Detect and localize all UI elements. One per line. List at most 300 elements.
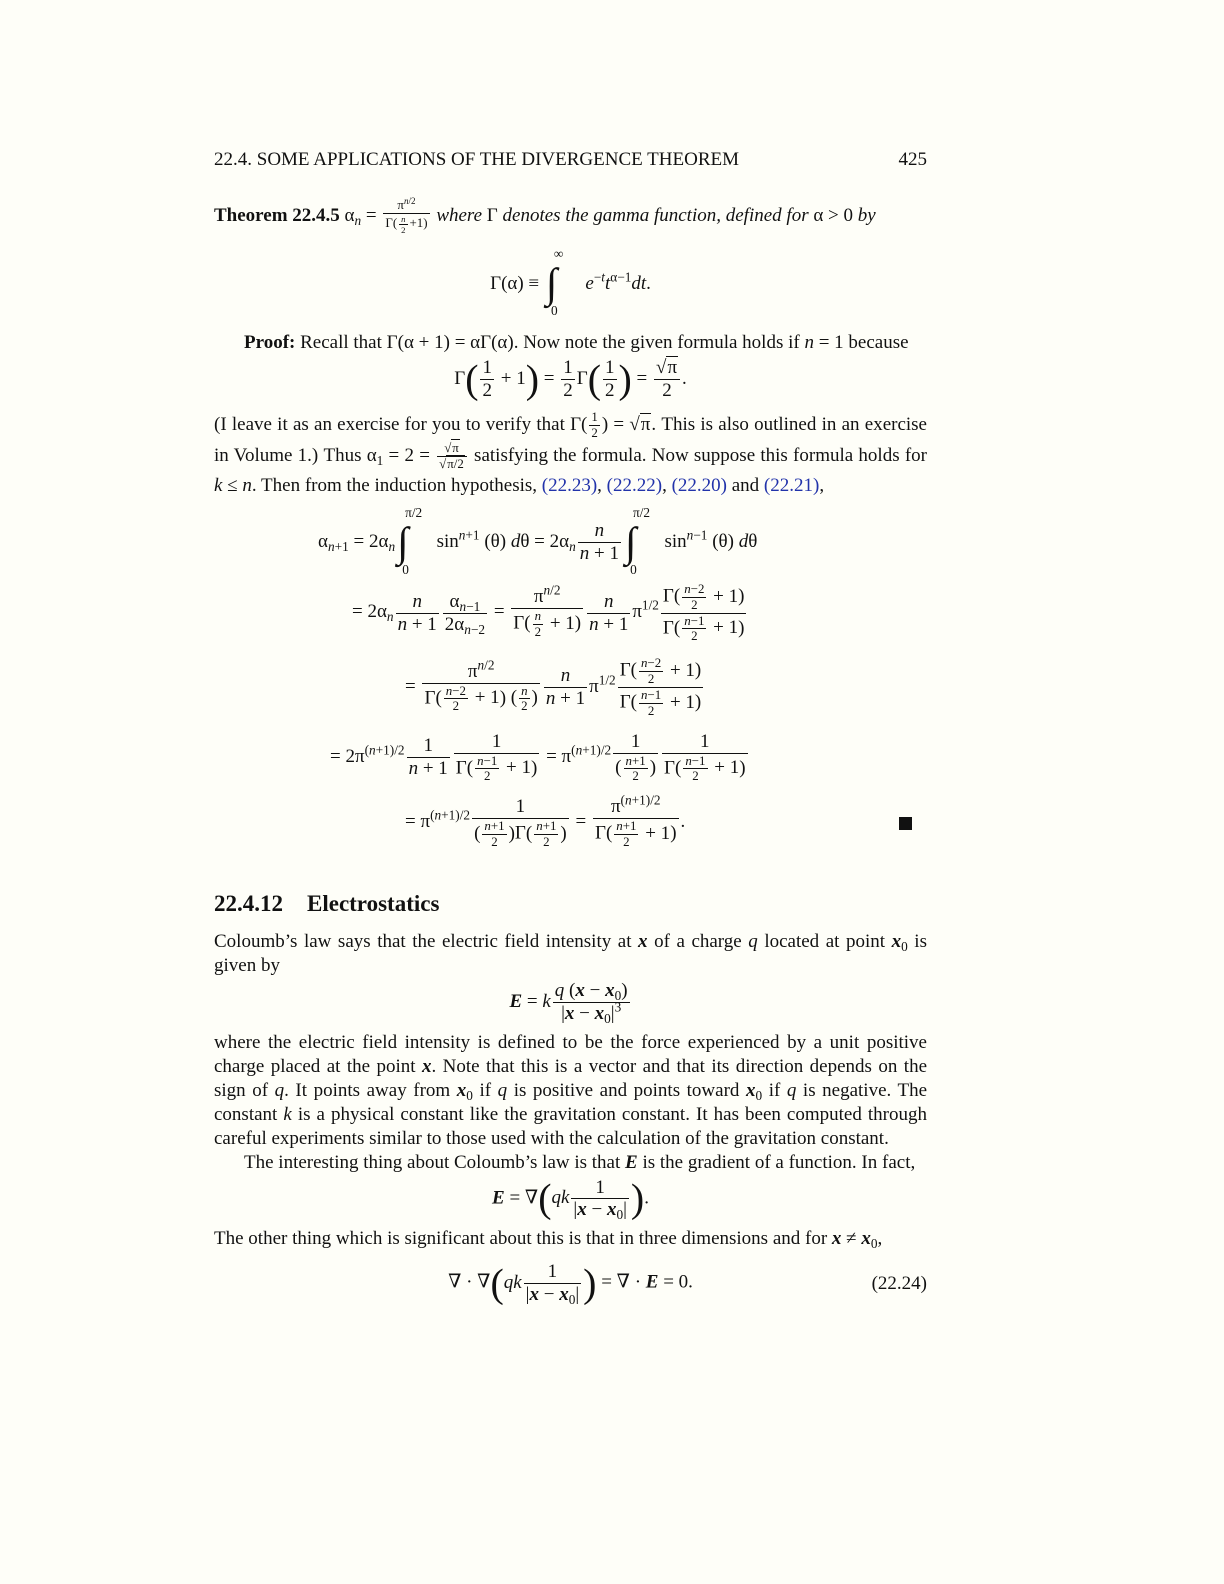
fraction — [618, 656, 704, 718]
parenthesized — [675, 752, 746, 784]
math-text: 0 — [616, 1207, 624, 1223]
math-text: + 1 — [407, 613, 437, 635]
math-text: (I leave it as an exercise for you to verify that Γ( — [214, 413, 588, 435]
parenthesized — [630, 686, 702, 718]
math-text: . — [646, 272, 651, 294]
denominator — [593, 819, 679, 850]
math-group — [446, 683, 466, 698]
math-text: 0 — [551, 303, 558, 319]
math-text: +1)/2 — [631, 792, 661, 808]
denominator — [437, 457, 467, 472]
fraction — [533, 609, 543, 640]
math-text: , — [597, 474, 607, 496]
vector-symbol: x — [456, 1079, 467, 1101]
math-variable: n — [386, 609, 394, 625]
coulomb-paragraph — [214, 930, 927, 978]
math-text: = 2α — [348, 531, 389, 553]
radicand — [666, 356, 678, 378]
math-group — [619, 655, 702, 687]
math-text: = π — [405, 811, 431, 833]
numerator — [654, 357, 680, 380]
equation-reference-link[interactable]: (22.23) — [541, 474, 598, 496]
math-text: +1)/2 — [441, 808, 471, 824]
math-text: 2 — [483, 768, 491, 784]
upper-limit — [405, 506, 422, 519]
denominator — [682, 598, 706, 613]
page-number: 425 — [898, 149, 927, 170]
math-text: 1 — [605, 357, 615, 379]
math-group — [490, 246, 651, 319]
superscript — [621, 793, 661, 808]
radicand — [640, 413, 652, 435]
math-group — [318, 504, 758, 577]
math-text: 2 — [647, 671, 655, 687]
numerator — [511, 582, 583, 609]
proof-paragraph — [214, 331, 927, 355]
math-text: − — [593, 269, 602, 285]
math-text: Γ(α) ≡ — [490, 272, 544, 294]
parenthesized — [673, 612, 745, 644]
parenthesized — [525, 818, 567, 849]
denominator — [683, 769, 707, 784]
math-text: = 2 = — [383, 444, 436, 466]
math-text: π — [667, 357, 678, 379]
math-text: satisfying the formula. Now suppose this formula holds for — [468, 444, 927, 466]
math-text: ) — [621, 979, 628, 1001]
denominator — [475, 769, 499, 784]
math-group — [509, 979, 631, 1026]
math-text: Γ — [664, 757, 675, 779]
denominator — [444, 699, 468, 714]
left-paren: ( — [465, 356, 479, 402]
radical-sign-icon: √ — [629, 413, 640, 435]
numerator — [683, 754, 707, 770]
math-text: π — [632, 601, 642, 623]
other-paragraph — [214, 1227, 927, 1251]
math-group — [474, 818, 567, 849]
fraction — [407, 735, 450, 780]
math-group — [610, 792, 661, 818]
math-variable: n — [434, 808, 442, 824]
math-group — [594, 269, 605, 284]
right-paren: ) — [694, 691, 702, 713]
math-text: | — [575, 1284, 580, 1306]
parenthesized — [673, 580, 745, 612]
math-text: is negative. The constant — [214, 1079, 928, 1125]
numerator — [482, 819, 506, 835]
fraction — [475, 754, 499, 785]
math-variable: n — [445, 682, 453, 698]
math-text: π/2 — [405, 504, 423, 520]
math-group — [430, 808, 470, 823]
math-text: θ — [748, 531, 758, 553]
left-paren: ( — [466, 757, 474, 779]
math-text: ( — [364, 742, 369, 758]
derivation-final-row — [214, 790, 927, 856]
math-group — [445, 614, 485, 635]
math-text: 2 — [662, 380, 672, 402]
math-text: +1)/2 — [375, 742, 405, 758]
math-text: Γ( — [385, 215, 398, 231]
math-text: −1 — [691, 752, 706, 768]
equation-number: (22.24) — [871, 1272, 927, 1294]
parenthesized — [490, 1260, 597, 1308]
section-heading — [214, 890, 927, 918]
denominator — [603, 380, 617, 402]
math-text: = — [405, 675, 421, 697]
math-text: π — [397, 197, 404, 212]
math-text: 0 — [870, 1236, 878, 1252]
math-group — [531, 608, 575, 639]
math-text: −2 — [647, 655, 662, 671]
square-root — [629, 413, 651, 435]
denominator — [443, 614, 487, 636]
math-text: ( — [564, 979, 576, 1001]
italic-text: where — [436, 204, 487, 226]
right-paren: ) — [694, 659, 702, 681]
math-group — [454, 356, 687, 402]
fraction — [422, 657, 539, 715]
math-variable: n — [327, 539, 335, 555]
parenthesized — [538, 1175, 645, 1223]
right-paren: ) — [738, 617, 745, 639]
math-text: + 1 — [665, 659, 695, 681]
math-variable: n — [242, 474, 252, 496]
numerator — [639, 656, 663, 672]
math-group — [551, 1176, 630, 1223]
math-variable: q — [554, 979, 565, 1001]
math-group — [473, 752, 532, 784]
denominator — [533, 625, 543, 640]
equation-reference-link[interactable]: (22.22) — [606, 474, 663, 496]
left-paren: ( — [605, 822, 613, 844]
math-text: (θ) — [707, 531, 739, 553]
fraction — [654, 357, 680, 402]
math-group — [533, 582, 561, 608]
math-text: π — [452, 439, 459, 455]
left-paren: ( — [673, 617, 681, 639]
fraction — [613, 731, 658, 785]
left-paren: ( — [525, 822, 533, 844]
fraction — [437, 441, 467, 472]
math-text: . — [682, 368, 687, 390]
math-variable: n — [545, 687, 556, 709]
numerator — [571, 1177, 629, 1200]
math-text: +1 — [631, 752, 646, 768]
vector-symbol: x — [861, 1228, 871, 1250]
numerator — [422, 657, 539, 684]
derivation-line-2 — [214, 576, 927, 650]
math-variable: n — [459, 598, 467, 614]
fraction — [454, 731, 540, 785]
right-paren: ) — [738, 585, 745, 607]
math-group — [477, 753, 497, 768]
math-text: | — [525, 1284, 530, 1306]
left-paren: ( — [630, 691, 637, 713]
left-paren: ( — [435, 687, 442, 709]
math-text: . — [680, 811, 686, 833]
denominator — [618, 688, 704, 719]
math-text: + 1 — [665, 691, 695, 713]
math-group — [641, 687, 661, 702]
right-paren: ) — [531, 687, 538, 709]
vector-symbol: x — [891, 930, 902, 952]
denominator — [587, 614, 630, 636]
superscript — [594, 269, 605, 284]
page-column — [214, 148, 927, 1306]
gamma-half-equation — [214, 357, 927, 402]
math-text: | — [573, 1199, 578, 1221]
math-text: 1 — [700, 730, 710, 752]
denominator — [399, 225, 407, 235]
math-group — [405, 655, 705, 718]
math-group — [244, 1152, 915, 1173]
numerator — [544, 665, 587, 688]
left-paren: ( — [490, 1260, 504, 1306]
integral-sign-icon: ∫ — [624, 519, 637, 566]
math-group — [503, 1261, 583, 1308]
math-text: π/2 — [633, 504, 651, 520]
right-paren: ) — [630, 1175, 645, 1221]
denominator — [682, 629, 706, 644]
fraction — [511, 582, 583, 640]
math-text: θ = 2α — [520, 531, 570, 553]
numerator — [661, 582, 747, 614]
math-text: Γ — [513, 612, 525, 634]
math-group — [687, 528, 708, 543]
math-variable: d — [738, 531, 749, 553]
math-text: 2 — [452, 698, 460, 714]
denominator — [519, 699, 529, 714]
math-text: Γ — [454, 368, 466, 390]
math-text: 2 — [543, 833, 550, 849]
math-text: 3 — [614, 999, 622, 1015]
math-group — [214, 196, 876, 235]
numerator — [524, 1261, 582, 1284]
math-text: = 1 because — [813, 332, 909, 354]
equation-reference-link[interactable]: (22.21) — [763, 474, 820, 496]
math-text: 1 — [547, 1261, 558, 1283]
math-text: = — [361, 204, 382, 226]
math-text: −2 — [470, 621, 486, 637]
parenthesized — [435, 682, 507, 714]
subscript — [387, 609, 394, 624]
math-variable: q — [748, 930, 758, 952]
math-text: sin — [436, 531, 459, 553]
vector-symbol: x — [606, 1199, 617, 1221]
math-text: . It points away from — [284, 1079, 457, 1101]
right-paren: ) — [574, 612, 582, 634]
superscript — [599, 673, 616, 688]
numerator — [682, 582, 706, 598]
math-text: ( — [571, 742, 576, 758]
math-text: + 1 — [495, 368, 526, 390]
superscript — [687, 528, 708, 543]
math-text: ≤ — [222, 474, 243, 496]
math-variable: n — [685, 752, 692, 768]
parenthesized — [605, 818, 677, 849]
math-variable: n — [369, 742, 376, 758]
math-variable: n — [603, 590, 614, 612]
math-text: + 1 — [589, 543, 619, 565]
fraction — [661, 582, 747, 644]
math-text: Γ — [594, 822, 606, 844]
math-variable: n — [594, 520, 605, 542]
math-group — [681, 752, 740, 784]
radical-sign-icon: √ — [444, 439, 452, 455]
math-variable: k — [542, 990, 551, 1012]
math-text: located at point — [757, 930, 892, 952]
math-text: if — [762, 1079, 787, 1101]
math-text: is given by — [214, 930, 927, 976]
math-variable: e — [585, 272, 594, 294]
math-text: + 1 — [501, 757, 532, 779]
denominator — [544, 688, 587, 710]
math-group — [662, 580, 745, 612]
theorem-statement — [214, 198, 927, 235]
subscript — [464, 622, 485, 637]
right-paren: ) — [560, 822, 567, 844]
denominator — [662, 754, 748, 785]
math-variable: dt — [631, 272, 647, 294]
vector-symbol: E — [492, 1187, 505, 1209]
integral — [397, 504, 423, 577]
denominator — [614, 835, 638, 850]
math-text: Γ — [619, 659, 631, 681]
math-text: π/2 — [447, 455, 464, 471]
fraction — [624, 754, 648, 785]
math-text: . Then from the induction hypothesis, — [251, 474, 542, 496]
math-group — [561, 999, 622, 1026]
right-paren: ) — [649, 757, 657, 779]
math-variable: n — [560, 665, 571, 687]
denominator — [396, 614, 439, 636]
right-paren: ) — [499, 687, 507, 709]
math-text: π — [467, 660, 478, 682]
superscript — [571, 743, 611, 758]
math-text: π — [640, 413, 651, 435]
denominator — [561, 380, 575, 402]
math-text: 1 — [630, 730, 641, 752]
denominator — [480, 380, 494, 402]
fraction — [482, 819, 506, 850]
math-text: , — [819, 474, 825, 496]
lower-limit — [551, 304, 558, 317]
superscript — [459, 528, 480, 543]
italic-text: by — [857, 204, 876, 226]
math-text: Γ — [662, 585, 674, 607]
integral — [624, 504, 651, 577]
fraction — [682, 582, 706, 613]
math-variable: n — [458, 527, 466, 543]
math-group — [594, 818, 677, 849]
math-text: 1 — [482, 357, 492, 379]
fraction — [589, 410, 599, 441]
vector-symbol: x — [529, 1284, 539, 1306]
numerator — [639, 688, 663, 704]
math-text: | — [623, 1199, 627, 1221]
numerator — [662, 731, 748, 754]
numerator — [519, 684, 529, 700]
math-text: and — [726, 474, 764, 496]
math-text: is positive and points toward — [507, 1079, 746, 1101]
fraction — [383, 198, 429, 235]
fraction — [519, 684, 529, 715]
numerator — [444, 684, 468, 700]
numerator — [578, 520, 621, 543]
math-group — [424, 682, 538, 714]
math-group — [409, 758, 448, 779]
math-text: 0 — [901, 938, 908, 954]
math-group — [626, 753, 646, 768]
math-text: 2 — [591, 424, 598, 440]
numerator — [454, 731, 540, 754]
math-text: +1 — [622, 818, 637, 834]
lower-limit — [630, 563, 637, 576]
math-text: sin — [664, 531, 687, 553]
math-group — [464, 622, 485, 637]
math-group — [405, 792, 686, 849]
math-text: = — [539, 368, 560, 390]
math-group — [621, 793, 661, 808]
math-text: α > 0 — [813, 204, 858, 226]
superscript — [430, 808, 470, 823]
gradient-paragraph — [214, 1151, 927, 1175]
math-text: + 1 — [708, 617, 739, 639]
math-text: = π — [541, 745, 572, 767]
math-text: ≠ — [841, 1228, 862, 1250]
numerator — [593, 792, 679, 819]
math-group — [513, 608, 582, 639]
math-group — [214, 1032, 927, 1149]
math-text: + 1 — [469, 687, 500, 709]
math-variable: d — [510, 531, 521, 553]
math-text: + 1 — [598, 613, 629, 635]
math-text: 0 — [466, 1087, 473, 1103]
math-variable: q — [274, 1079, 285, 1101]
section-title: Electrostatics — [307, 890, 440, 916]
denominator — [482, 835, 506, 850]
parenthesized — [466, 752, 538, 784]
right-paren: ) — [583, 1260, 597, 1306]
denominator — [639, 704, 663, 719]
equation-reference-link[interactable]: (22.20) — [671, 474, 727, 496]
fraction — [544, 665, 587, 710]
math-text: −1 — [693, 527, 708, 543]
math-group — [484, 818, 504, 833]
math-text: Γ — [662, 617, 674, 639]
math-variable: n — [354, 212, 362, 228]
gradient-equation — [214, 1177, 927, 1222]
math-variable: n — [543, 582, 551, 598]
math-text: π — [610, 796, 621, 818]
math-text: 2 — [691, 596, 698, 612]
vector-symbol: x — [575, 979, 585, 1001]
math-group — [589, 614, 628, 635]
math-text: = ∇ — [504, 1187, 539, 1209]
math-group — [244, 332, 909, 353]
fraction — [472, 796, 569, 850]
right-paren: ) — [739, 757, 746, 779]
math-text: 2 — [691, 628, 698, 644]
parenthesized — [510, 682, 538, 714]
fraction — [524, 1261, 582, 1306]
math-group — [385, 213, 428, 235]
math-text: 2α — [444, 613, 465, 635]
math-text: 2 — [605, 380, 615, 402]
math-group — [580, 543, 619, 564]
math-group — [637, 686, 695, 718]
